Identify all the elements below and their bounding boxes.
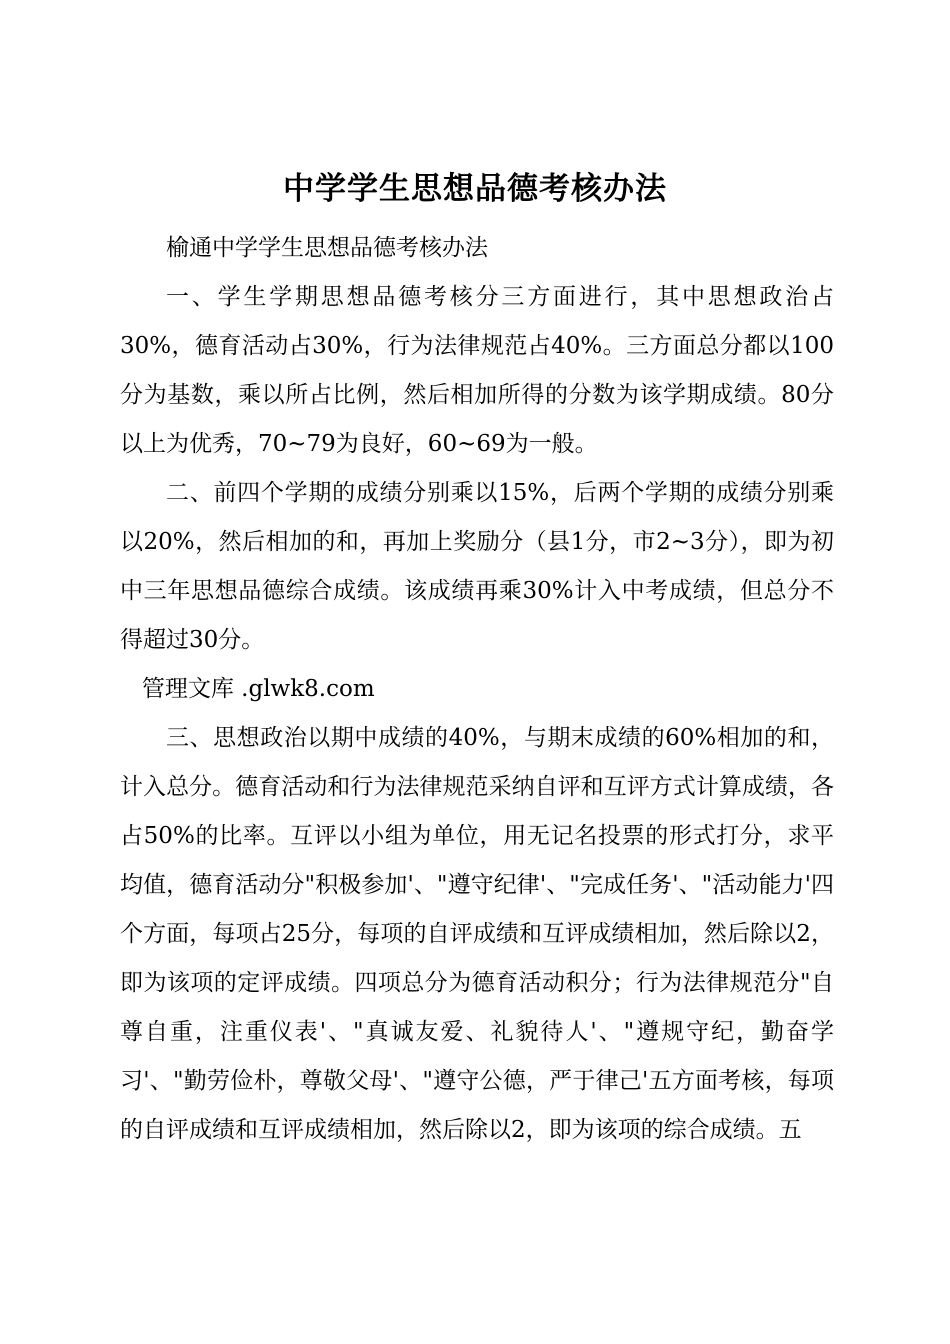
document-title: 中学学生思想品德考核办法 <box>283 170 667 207</box>
document-body <box>120 224 834 1155</box>
paragraph-section-one: 一、学生学期思想品德考核分三方面进行，其中思想政治占30%，德育活动占30%，行为法律规范占40%。三方面总分都以100分为基数，乘以所占比例，然后相加所得的分数为该学期成绩。80分以上为优秀，70~79为良好，60~69为一般。 <box>120 284 834 457</box>
paragraph-subtitle: 榆通中学学生思想品德考核办法 <box>166 235 488 261</box>
paragraph-section-three: 三、思想政治以期中成绩的40%，与期末成绩的60%相加的和，计入总分。德育活动和行为法律规范采纳自评和互评方式计算成绩，各占50%的比率。互评以小组为单位，用无记名投票的形式打分，求平均值，德育活动分"积极参加'、"遵守纪律'、"完成任务'、"活动能力'四个方面，每项占25分，每项的自评成绩和互评成绩相加，然后除以2，即为该项的定评成绩。四项总分为德育活动积分；行为法律规范分"自尊自重，注重仪表'、"真诚友爱、礼貌待人'、"遵规守纪，勤奋学习'、"勤劳俭朴，尊敬父母'、"遵守公德，严于律己'五方面考核，每项的自评成绩和互评成绩相加，然后除以2，即为该项的综合成绩。五 <box>120 725 834 1143</box>
paragraph-section-two: 二、前四个学期的成绩分别乘以15%，后两个学期的成绩分别乘以20%，然后相加的和，再加上奖励分（县1分，市2~3分），即为初中三年思想品德综合成绩。该成绩再乘30%计入中考成绩，但总分不得超过30分。 <box>120 480 834 653</box>
paragraph-source-line: 管理文库 .glwk8.com <box>141 676 375 702</box>
